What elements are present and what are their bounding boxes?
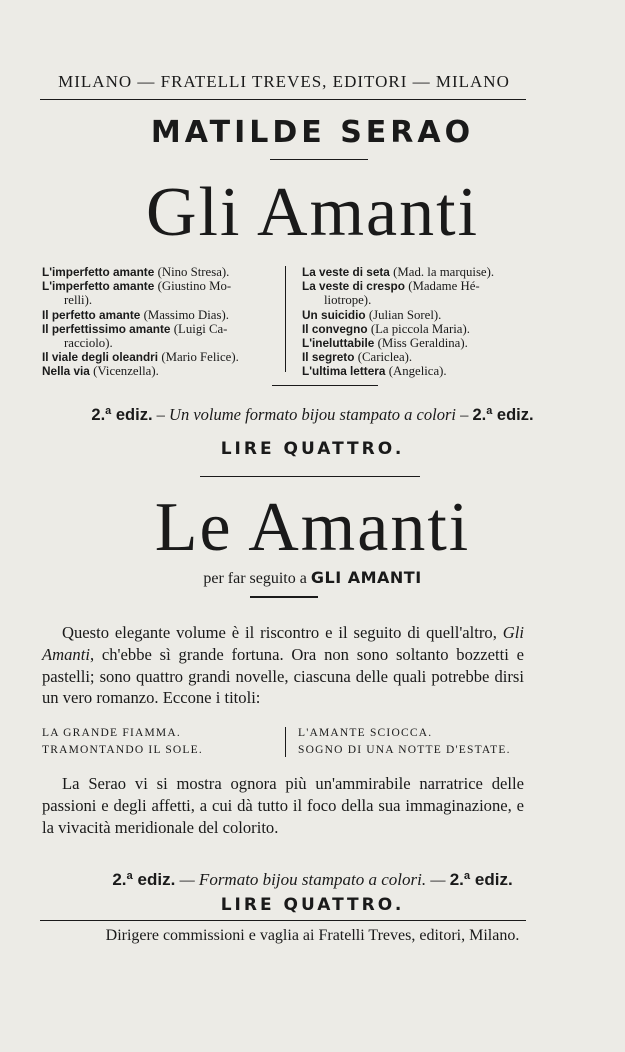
novel-title: SOGNO DI UNA NOTTE D'ESTATE. bbox=[298, 744, 511, 756]
book2-edition-desc: — Formato bijou stampato a colori. — bbox=[179, 870, 446, 889]
header-rule bbox=[40, 99, 526, 100]
story-character: (Giustino Mo- bbox=[157, 279, 232, 294]
book2-edition-num: 2.ª ediz. bbox=[112, 870, 176, 889]
story-entry bbox=[302, 265, 534, 279]
story-character: (Nino Stresa). bbox=[157, 265, 230, 279]
story-title: L'imperfetto amante bbox=[42, 279, 155, 294]
book2-price: LIRE QUATTRO. bbox=[220, 895, 405, 915]
story-title: Il perfetto amante bbox=[42, 307, 141, 322]
story-title: Il segreto bbox=[302, 350, 355, 365]
book2-title: Le Amanti bbox=[154, 489, 471, 566]
story-entry bbox=[42, 350, 274, 364]
praise-text: La Serao vi si mostra ognora più un'ammirabile narratrice delle passioni e degli affetti, a cui dà tutto il foco della sua immaginazione, e la vivacità meridionale del colorito. bbox=[42, 774, 524, 837]
author-rule bbox=[270, 159, 368, 160]
story-character: (Cariclea). bbox=[357, 350, 413, 365]
novel-title: L'AMANTE SCIOCCA. bbox=[298, 727, 433, 739]
story-entry bbox=[302, 279, 534, 293]
story-character: (Mad. la marquise). bbox=[393, 265, 495, 279]
story-character: (La piccola Maria). bbox=[370, 321, 470, 336]
book1-stories-left bbox=[42, 265, 274, 379]
story-continuation bbox=[42, 293, 274, 307]
story-entry bbox=[302, 308, 534, 322]
book2-titles-right bbox=[298, 725, 511, 759]
author-name: MATILDE SERAO bbox=[150, 115, 475, 150]
story-entry bbox=[302, 322, 534, 336]
story-title: Nella via bbox=[42, 364, 90, 379]
book2-description bbox=[42, 622, 524, 709]
book2-titles-left bbox=[42, 725, 203, 759]
novel-title: TRAMONTANDO IL SOLE. bbox=[42, 744, 203, 756]
book2-subtitle bbox=[0, 568, 625, 588]
description-ref: Gli Amanti bbox=[42, 623, 524, 664]
story-character: (Madame Hé- bbox=[408, 279, 480, 294]
story-character-cont: racciolo). bbox=[64, 336, 113, 351]
book1-edition-line bbox=[0, 405, 625, 425]
book1-edition-num: 2.ª ediz. bbox=[91, 406, 153, 424]
story-character: (Miss Geraldina). bbox=[377, 336, 468, 351]
book1-rule bbox=[272, 385, 378, 386]
story-character: (Mario Felice). bbox=[161, 350, 239, 365]
book1-title: Gli Amanti bbox=[145, 174, 480, 251]
book1-edition-num-2: 2.ª ediz. bbox=[472, 406, 534, 424]
story-character: (Angelica). bbox=[388, 364, 447, 379]
book1-stories-right bbox=[302, 265, 534, 379]
subtitle-ref: GLI AMANTI bbox=[310, 568, 422, 587]
story-character: (Vicenzella). bbox=[93, 364, 159, 379]
story-title: La veste di crespo bbox=[302, 279, 405, 294]
titles-divider bbox=[285, 727, 286, 757]
publisher-header: MILANO — FRATELLI TREVES, EDITORI — MILANO bbox=[58, 72, 510, 91]
story-entry bbox=[302, 364, 534, 378]
story-continuation bbox=[302, 293, 534, 307]
story-character-cont: relli). bbox=[64, 293, 93, 308]
story-title: Il perfettissimo amante bbox=[42, 321, 171, 336]
story-entry bbox=[302, 350, 534, 364]
story-character-cont: liotrope). bbox=[324, 293, 372, 308]
story-continuation bbox=[42, 336, 274, 350]
story-entry bbox=[42, 322, 274, 336]
story-title: Il viale degli oleandri bbox=[42, 350, 159, 365]
subtitle-prefix: per far seguito a bbox=[203, 570, 307, 587]
story-entry bbox=[42, 364, 274, 378]
novel-title: LA GRANDE FIAMMA. bbox=[42, 727, 181, 739]
description-part-b: , ch'ebbe sì grande fortuna. Ora non sono soltanto bozzetti e pastelli; sono quattro grandi novelle, ciascuna delle quali potrebbe dirsi un vero romanzo. Eccone i titoli: bbox=[42, 644, 524, 708]
story-character: (Massimo Dias). bbox=[143, 307, 229, 322]
story-title: L'imperfetto amante bbox=[42, 265, 155, 279]
story-character: (Luigi Ca- bbox=[173, 321, 228, 336]
story-title: Il convegno bbox=[302, 321, 368, 336]
description-part-a: Questo elegante volume è il riscontro e il seguito di quell'altro, bbox=[62, 623, 503, 642]
book2-edition-num-2: 2.ª ediz. bbox=[449, 870, 513, 889]
column-divider bbox=[285, 266, 286, 372]
story-title: La veste di seta bbox=[302, 265, 390, 279]
book2-edition-line bbox=[0, 870, 625, 890]
story-title: L'ultima lettera bbox=[302, 364, 386, 379]
story-entry bbox=[42, 265, 274, 279]
book2-praise bbox=[42, 773, 524, 838]
story-title: L'ineluttabile bbox=[302, 336, 375, 351]
footer-note: Dirigere commissioni e vaglia ai Fratelli Treves, editori, Milano. bbox=[105, 927, 520, 944]
story-title: Un suicidio bbox=[302, 307, 366, 322]
story-character: (Julian Sorel). bbox=[368, 307, 442, 322]
footer-rule bbox=[40, 920, 526, 921]
story-entry bbox=[42, 279, 274, 293]
book1-price: LIRE QUATTRO. bbox=[220, 439, 405, 459]
subtitle-rule bbox=[250, 596, 318, 598]
story-entry bbox=[42, 308, 274, 322]
section-rule bbox=[200, 476, 420, 477]
story-entry bbox=[302, 336, 534, 350]
book1-edition-desc: – Un volume formato bijou stampato a colori – bbox=[156, 405, 469, 424]
